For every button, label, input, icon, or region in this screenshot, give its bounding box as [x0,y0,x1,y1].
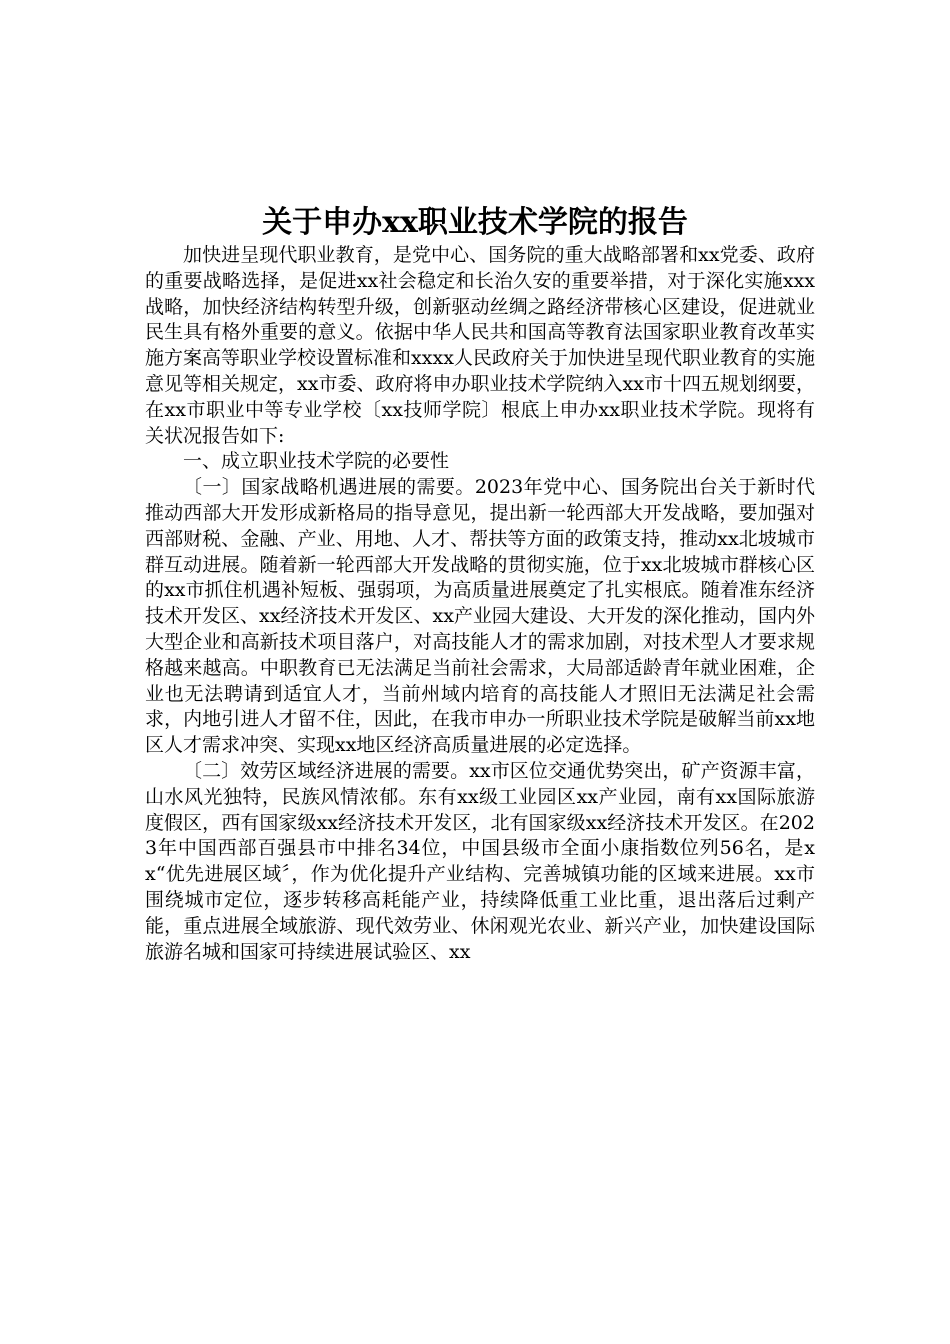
document-title: 关于申办xx职业技术学院的报告 [262,205,688,240]
paragraph-intro: 加快进呈现代职业教育，是党中心、国务院的重大战略部署和xx党委、政府的重要战略选择，是促进xx社会稳定和长治久安的重要举措，对于深化实施xxx战略，加快经济结构转型升级，创新驱动丝绸之路经济带核心区建设，促进就业民生具有格外重要的意义。依据中华人民共和国高等教育法国家职业教育改革实施方案高等职业学校设置标准和xxxx人民政府关于加快进呈现代职业教育的实施意见等相关规定，xx市委、政府将申办职业技术学院纳入xx市十四五规划纲要，在xx市职业中等专业学校〔xx技师学院〕根底上申办xx职业技术学院。现将有关状况报告如下: [145,244,815,447]
paragraph-regional-economy: 〔二〕效劳区域经济进展的需要。xx市区位交通优势突出，矿产资源丰富，山水风光独特，民族风情浓郁。东有xx级工业园区xx产业园，南有xx国际旅游度假区，西有国家级xx经济技术开发区，北有国家级xx经济技术开发区。在2023年中国西部百强县市中排名34位，中国县级市全面小康指数位列56名，是xx“优先进展区域〞，作为优化提升产业结构、完善城镇功能的区域来进展。xx市围绕城市定位，逐步转移高耗能产业，持续降低重工业比重，退出落后过剩产能，重点进展全域旅游、现代效劳业、休闲观光农业、新兴产业，加快建设国际旅游名城和国家可持续进展试验区、xx [145,759,815,963]
paragraph-national-strategy: 〔一〕国家战略机遇进展的需要。2023年党中心、国务院出台关于新时代推动西部大开发形成新格局的指导意见，提出新一轮西部大开发战略，要加强对西部财税、金融、产业、用地、人才、帮扶等方面的政策支持，推动xx北坡城市群互动进展。随着新一轮西部大开发战略的贯彻实施，位于xx北坡城市群核心区的xx市抓住机遇补短板、强弱项，为高质量进展奠定了扎实根底。随着准东经济技术开发区、xx经济技术开发区、xx产业园大建设、大开发的深化推动，国内外大型企业和高新技术项目落户，对高技能人才的需求加剧，对技术型人才要求规格越来越高。中职教育已无法满足当前社会需求，大局部适龄青年就业困难，企业也无法聘请到适宜人才，当前州域内培育的高技能人才照旧无法满足社会需求，内地引进人才留不住，因此，在我市申办一所职业技术学院是破解当前xx地区人才需求冲突、实现xx地区经济高质量进展的必定选择。 [145,476,815,757]
document-body [145,243,815,965]
section-heading-necessity: 一、成立职业技术学院的必要性 [183,450,450,473]
